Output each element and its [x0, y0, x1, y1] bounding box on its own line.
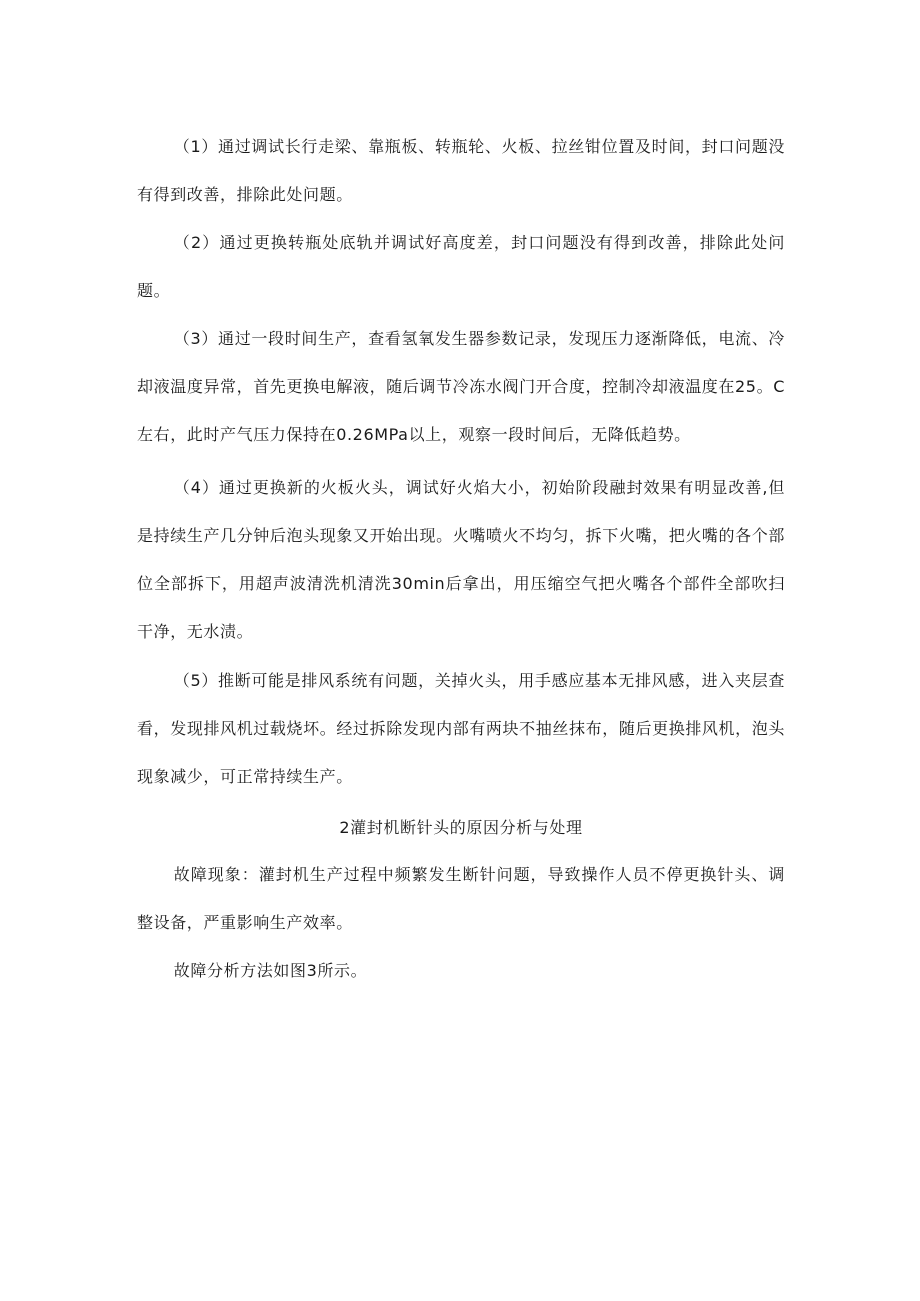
fault-analysis-paragraph: 故障分析方法如图3所示。 — [173, 961, 368, 980]
paragraph-step-3: （3）通过一段时间生产，查看氢氧发生器参数记录，发现压力逐渐降低，电流、冷却液温度异常，首先更换电解液，随后调节冷冻水阀门开合度，控制冷却液温度在25。C左右，此时产气压力保持在0.26MPa以上，观察一段时间后，无降低趋势。 — [137, 329, 785, 444]
fault-phenomenon-paragraph: 故障现象：灌封机生产过程中频繁发生断针问题，导致操作人员不停更换针头、调整设备，严重影响生产效率。 — [137, 865, 785, 932]
paragraph-step-2: （2）通过更换转瓶处底轨并调试好高度差，封口问题没有得到改善，排除此处问题。 — [137, 233, 785, 300]
paragraph-step-1: （1）通过调试长行走梁、靠瓶板、转瓶轮、火板、拉丝钳位置及时间，封口问题没有得到改善，排除此处问题。 — [137, 137, 785, 204]
paragraph-step-5: （5）推断可能是排风系统有问题，关掉火头，用手感应基本无排风感，进入夹层查看，发现排风机过载烧坏。经过拆除发现内部有两块不抽丝抹布，随后更换排风机，泡头现象减少，可正常持续生产。 — [137, 671, 785, 786]
section-heading: 2灌封机断针头的原因分析与处理 — [339, 818, 583, 837]
paragraph-step-4: （4）通过更换新的火板火头，调试好火焰大小，初始阶段融封效果有明显改善,但是持续生产几分钟后泡头现象又开始出现。火嘴喷火不均匀，拆下火嘴，把火嘴的各个部位全部拆下，用超声波清洗机清洗30min后拿出，用压缩空气把火嘴各个部件全部吹扫干净，无水渍。 — [137, 478, 785, 641]
